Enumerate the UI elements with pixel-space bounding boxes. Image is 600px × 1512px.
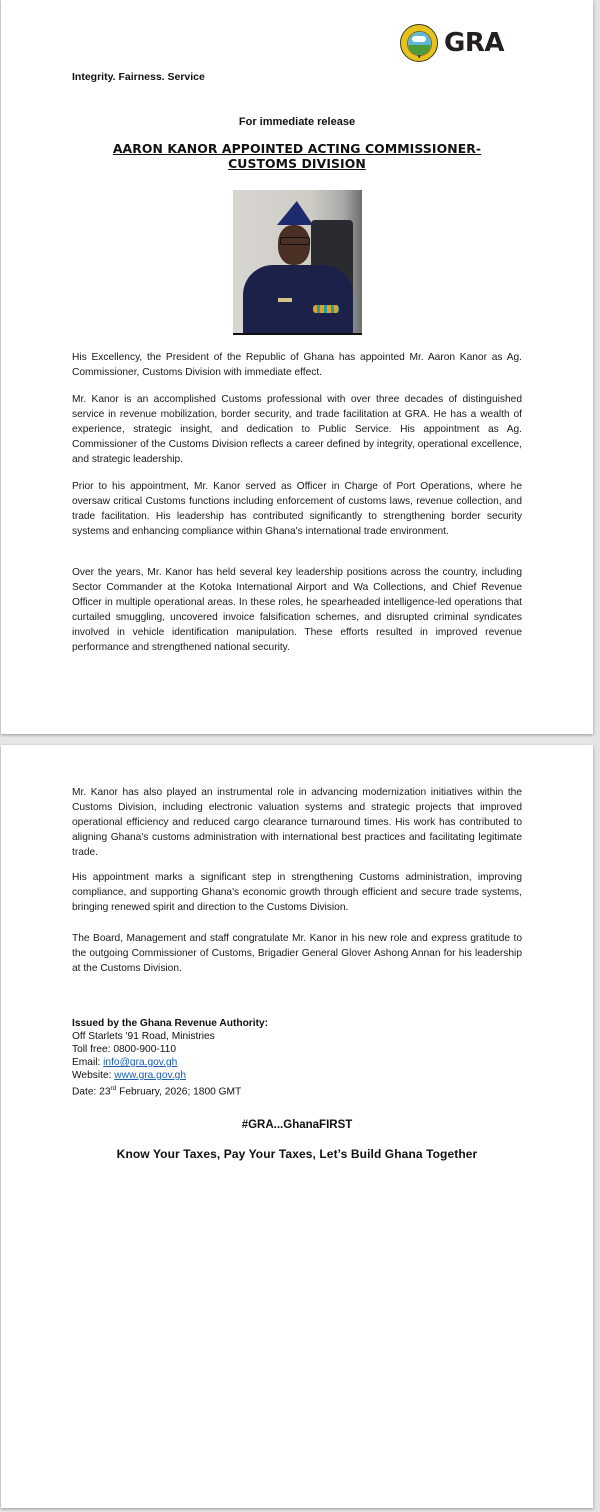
slogan: Know Your Taxes, Pay Your Taxes, Let’s Build Ghana Together (116, 1147, 478, 1161)
hashtag: #GRA...GhanaFIRST (241, 1119, 353, 1131)
date-rest: February, 2026; 1800 GMT (116, 1086, 242, 1098)
issuer-address: Off Starlets '91 Road, Ministries (72, 1031, 215, 1042)
date-ordinal: rd (110, 1085, 117, 1092)
date-prefix: Date: 23 (72, 1086, 111, 1098)
scrollbar-track[interactable] (594, 0, 600, 1512)
document-page-1 (1, 0, 593, 734)
release-label: For immediate release (238, 116, 356, 128)
portrait-photo (233, 190, 362, 335)
issuer-email-row (72, 1056, 268, 1069)
paragraph: Prior to his appointment, Mr. Kanor served as Officer in Charge of Port Operations, where he oversaw critical Customs functions including enforcement of customs laws, revenue collection, and trade facilitation. His leadership has contributed significantly to strengthening border security systems and enhancing compliance within Ghana's international trade environment. (72, 481, 522, 537)
website-label: Website: (72, 1070, 115, 1081)
paragraph: Mr. Kanor is an accomplished Customs professional with over three decades of distinguished service in revenue mobilization, border security, and trade facilitation at GRA. He has a wealth of experience, strategic insight, and dedication to Public Service. His appointment as Ag. Commissioner of the Customs Division reflects a career defined by integrity, operational excellence, and strategic leadership. (72, 394, 522, 465)
issuer-title: Issued by the Ghana Revenue Authority: (72, 1018, 269, 1029)
issuer-date (72, 1082, 268, 1098)
paragraph: Over the years, Mr. Kanor has held several key leadership positions across the country, including Sector Commander at the Kotoka International Airport and Wa Collections, and Chief Revenue Officer in multiple operational areas. In these roles, he spearheaded intelligence-led operations that curtailed smuggling, uncovered invoice falsification schemes, and disrupted criminal syndicates involved in vehicle identification manipulation. These efforts resulted in improved revenue performance and strengthened national security. (72, 567, 522, 653)
email-label: Email: (72, 1057, 104, 1068)
issuer-block (72, 1017, 268, 1098)
page-title (1, 141, 593, 171)
issuer-toll-free: Toll free: 0800-900-110 (72, 1044, 177, 1055)
document-page-2 (1, 745, 593, 1508)
logo-text: GRA (444, 28, 504, 58)
gra-logo (400, 24, 504, 62)
paragraph: His Excellency, the President of the Republic of Ghana has appointed Mr. Aaron Kanor as Ag. Commissioner, Customs Division with immediate effect. (72, 352, 522, 378)
motto: Integrity. Fairness. Service (72, 71, 205, 83)
email-link[interactable]: info@gra.gov.gh (103, 1057, 178, 1068)
paragraph: The Board, Management and staff congratulate Mr. Kanor in his new role and express gratitude to the outgoing Commissioner of Customs, Brigadier General Glover Ashong Annan for his leadership at the Customs Division. (72, 933, 522, 974)
paragraph: Mr. Kanor has also played an instrumental role in advancing modernization initiatives within the Customs Division, including electronic valuation systems and strategic projects that improved operational efficiency and reduced cargo clearance turnaround times. His work has contributed to aligning Ghana's customs administration with international best practices and facilitating legitimate trade. (72, 787, 522, 858)
gra-seal-icon: ★ (400, 24, 438, 62)
website-link[interactable]: www.gra.gov.gh (114, 1070, 187, 1081)
headline-line-2: CUSTOMS DIVISION (228, 156, 366, 171)
headline-line-1: AARON KANOR APPOINTED ACTING COMMISSIONER- (112, 141, 482, 156)
issuer-website-row (72, 1069, 268, 1082)
paragraph: His appointment marks a significant step in strengthening Customs administration, improving compliance, and supporting Ghana's economic growth through efficient and secure trade systems, bringing renewed spirit and direction to the Customs Division. (72, 872, 522, 913)
